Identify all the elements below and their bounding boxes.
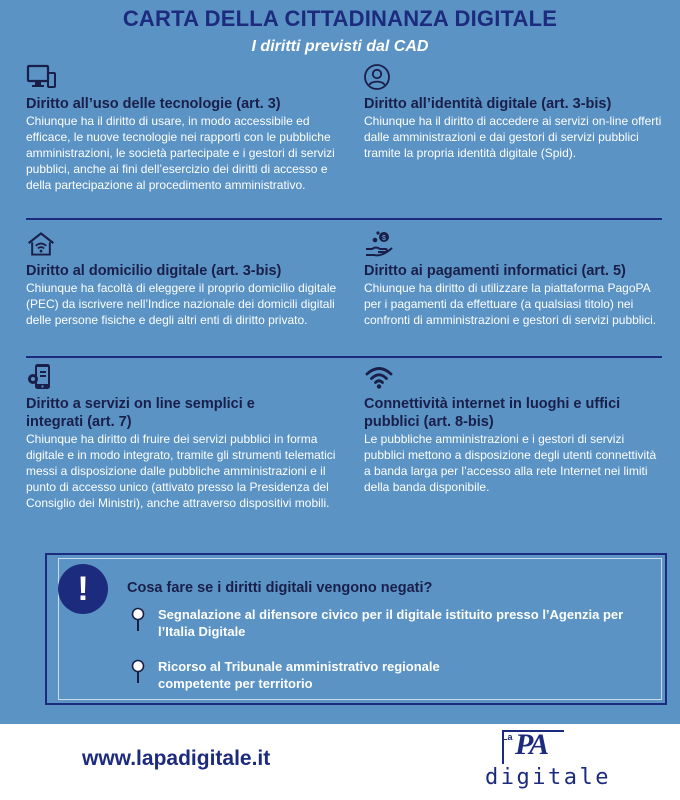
right-title: Connettività internet in luoghi e uffici pubblici (art. 8-bis) — [364, 396, 621, 430]
wifi-icon — [364, 362, 394, 392]
logo-digitale: digitale — [485, 765, 611, 790]
computer-icon — [26, 62, 56, 92]
right-text: Chiunque ha facoltà di eleggere il proprio domicilio digitale (PEC) da iscrivere nell’Indice nazionale dei domicili digitali delle persone fisiche e degli altri enti di diritto privato. — [26, 281, 337, 327]
mobile-services-icon — [26, 362, 56, 392]
section-divider — [26, 218, 662, 220]
alert-title: Cosa fare se i diritti digitali vengono negati? — [127, 580, 433, 596]
svg-text:$: $ — [382, 235, 386, 242]
website-link[interactable]: www.lapadigitale.it — [82, 747, 271, 770]
right-text: Chiunque ha diritto di fruire dei servizi pubblici in forma digitale e in modo integrato, tramite gli strumenti telematici messi a disposizione dalle pubbliche amministrazioni e il punto di accesso unico (attivato presso la Presidenza del Consiglio dei Ministri), anche attraverso dispositivi mobili. — [26, 432, 336, 510]
user-identity-icon — [364, 62, 394, 92]
right-text: Chiunque ha il diritto di accedere ai servizi on-line offerti dalle amministrazioni e dai gestori di servizi pubblici tramite la propria identità digitale (Spid). — [364, 114, 662, 160]
lapadigitale-logo — [485, 728, 611, 796]
right-text: Chiunque ha diritto di utilizzare la piattaforma PagoPA per i pagamenti da effettuare (a qualsiasi titolo) nei confronti di amministrazioni e gestori di servizi pubblici. — [364, 281, 657, 327]
right-title: Diritto al domicilio digitale (art. 3-bis) — [26, 263, 282, 279]
logo-pa: PA — [515, 728, 548, 761]
page-subtitle: I diritti previsti dal CAD — [251, 38, 429, 55]
exclamation-icon: ! — [58, 564, 108, 614]
right-text: Le pubbliche amministrazioni e i gestori di servizi pubblici mettono a disposizione degli utenti connettività a banda larga per l’accesso alla rete Internet nei limiti della banda disponibile. — [364, 432, 657, 494]
payment-hand-icon — [364, 229, 394, 259]
alert-item-text: Segnalazione al difensore civico per il digitale istituito presso l’Agenzia per l’Italia Digitale — [158, 607, 624, 639]
page-title: CARTA DELLA CITTADINANZA DIGITALE — [122, 6, 558, 31]
pin-icon — [130, 659, 146, 685]
pin-icon — [130, 607, 146, 633]
right-card-domicile — [26, 229, 346, 328]
right-text: Chiunque ha il diritto di usare, in modo accessibile ed efficace, le nuove tecnologie nei rapporti con le pubbliche amministrazioni, le società partecipate e i gestori di servizi pubblici, anche ai fini dell’esercizio dei diritti di accesso e della partecipazione al procedimento amministrativo. — [26, 114, 335, 192]
right-card-technology — [26, 62, 346, 193]
logo-la: La — [502, 732, 513, 742]
right-title: Diritto ai pagamenti informatici (art. 5) — [364, 263, 626, 279]
right-title: Diritto all’uso delle tecnologie (art. 3) — [26, 96, 281, 112]
right-card-payments — [364, 229, 668, 328]
section-divider — [26, 356, 662, 358]
right-title: Diritto a servizi on line semplici e integrati (art. 7) — [26, 396, 255, 430]
right-card-online-services — [26, 362, 346, 511]
digital-home-icon — [26, 229, 56, 259]
alert-item-text: Ricorso al Tribunale amministrativo regionale competente per territorio — [158, 659, 440, 691]
right-card-connectivity — [364, 362, 664, 495]
right-title: Diritto all’identità digitale (art. 3-bis) — [364, 96, 612, 112]
right-card-identity — [364, 62, 664, 161]
